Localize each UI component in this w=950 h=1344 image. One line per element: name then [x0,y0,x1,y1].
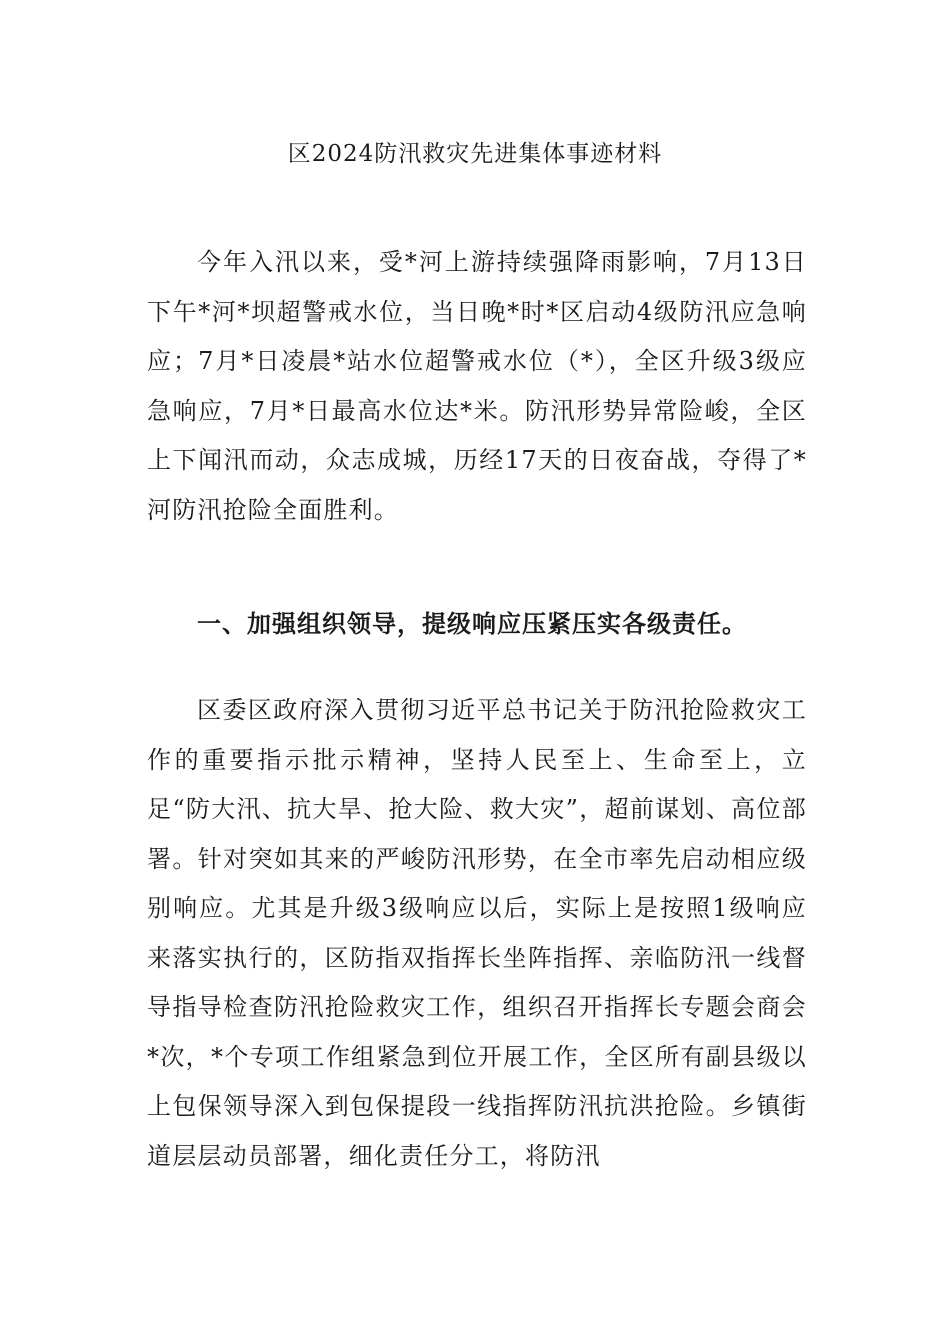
paragraph-intro: 今年入汛以来，受*河上游持续强降雨影响，7月13日下午*河*坝超警戒水位，当日晚*时*区启动4级防汛应急响应；7月*日凌晨*站水位超警戒水位（*），全区升级3级应急响应，7月*日最高水位达*米。防汛形势异常险峻，全区上下闻汛而动，众志成城，历经17天的日夜奋战，夺得了*河防汛抢险全面胜利。 [147,248,807,524]
paragraph-section-1: 区委区政府深入贯彻习近平总书记关于防汛抢险救灾工作的重要指示批示精神，坚持人民至上、生命至上，立足“防大汛、抗大旱、抢大险、救大灾”，超前谋划、高位部署。针对突如其来的严峻防汛形势，在全市率先启动相应级别响应。尤其是升级3级响应以后，实际上是按照1级响应来落实执行的，区防指双指挥长坐阵指挥、亲临防汛一线督导指导检查防汛抢险救灾工作，组织召开指挥长专题会商会*次，*个专项工作组紧急到位开展工作，全区所有副县级以上包保领导深入到包保提段一线指挥防汛抗洪抢险。乡镇街道层层动员部署，细化责任分工，将防汛 [147,696,807,1170]
section-heading-1: 一、加强组织领导，提级响应压紧压实各级责任。 [197,609,747,638]
document-title: 区2024防汛救灾先进集体事迹材料 [287,141,663,167]
